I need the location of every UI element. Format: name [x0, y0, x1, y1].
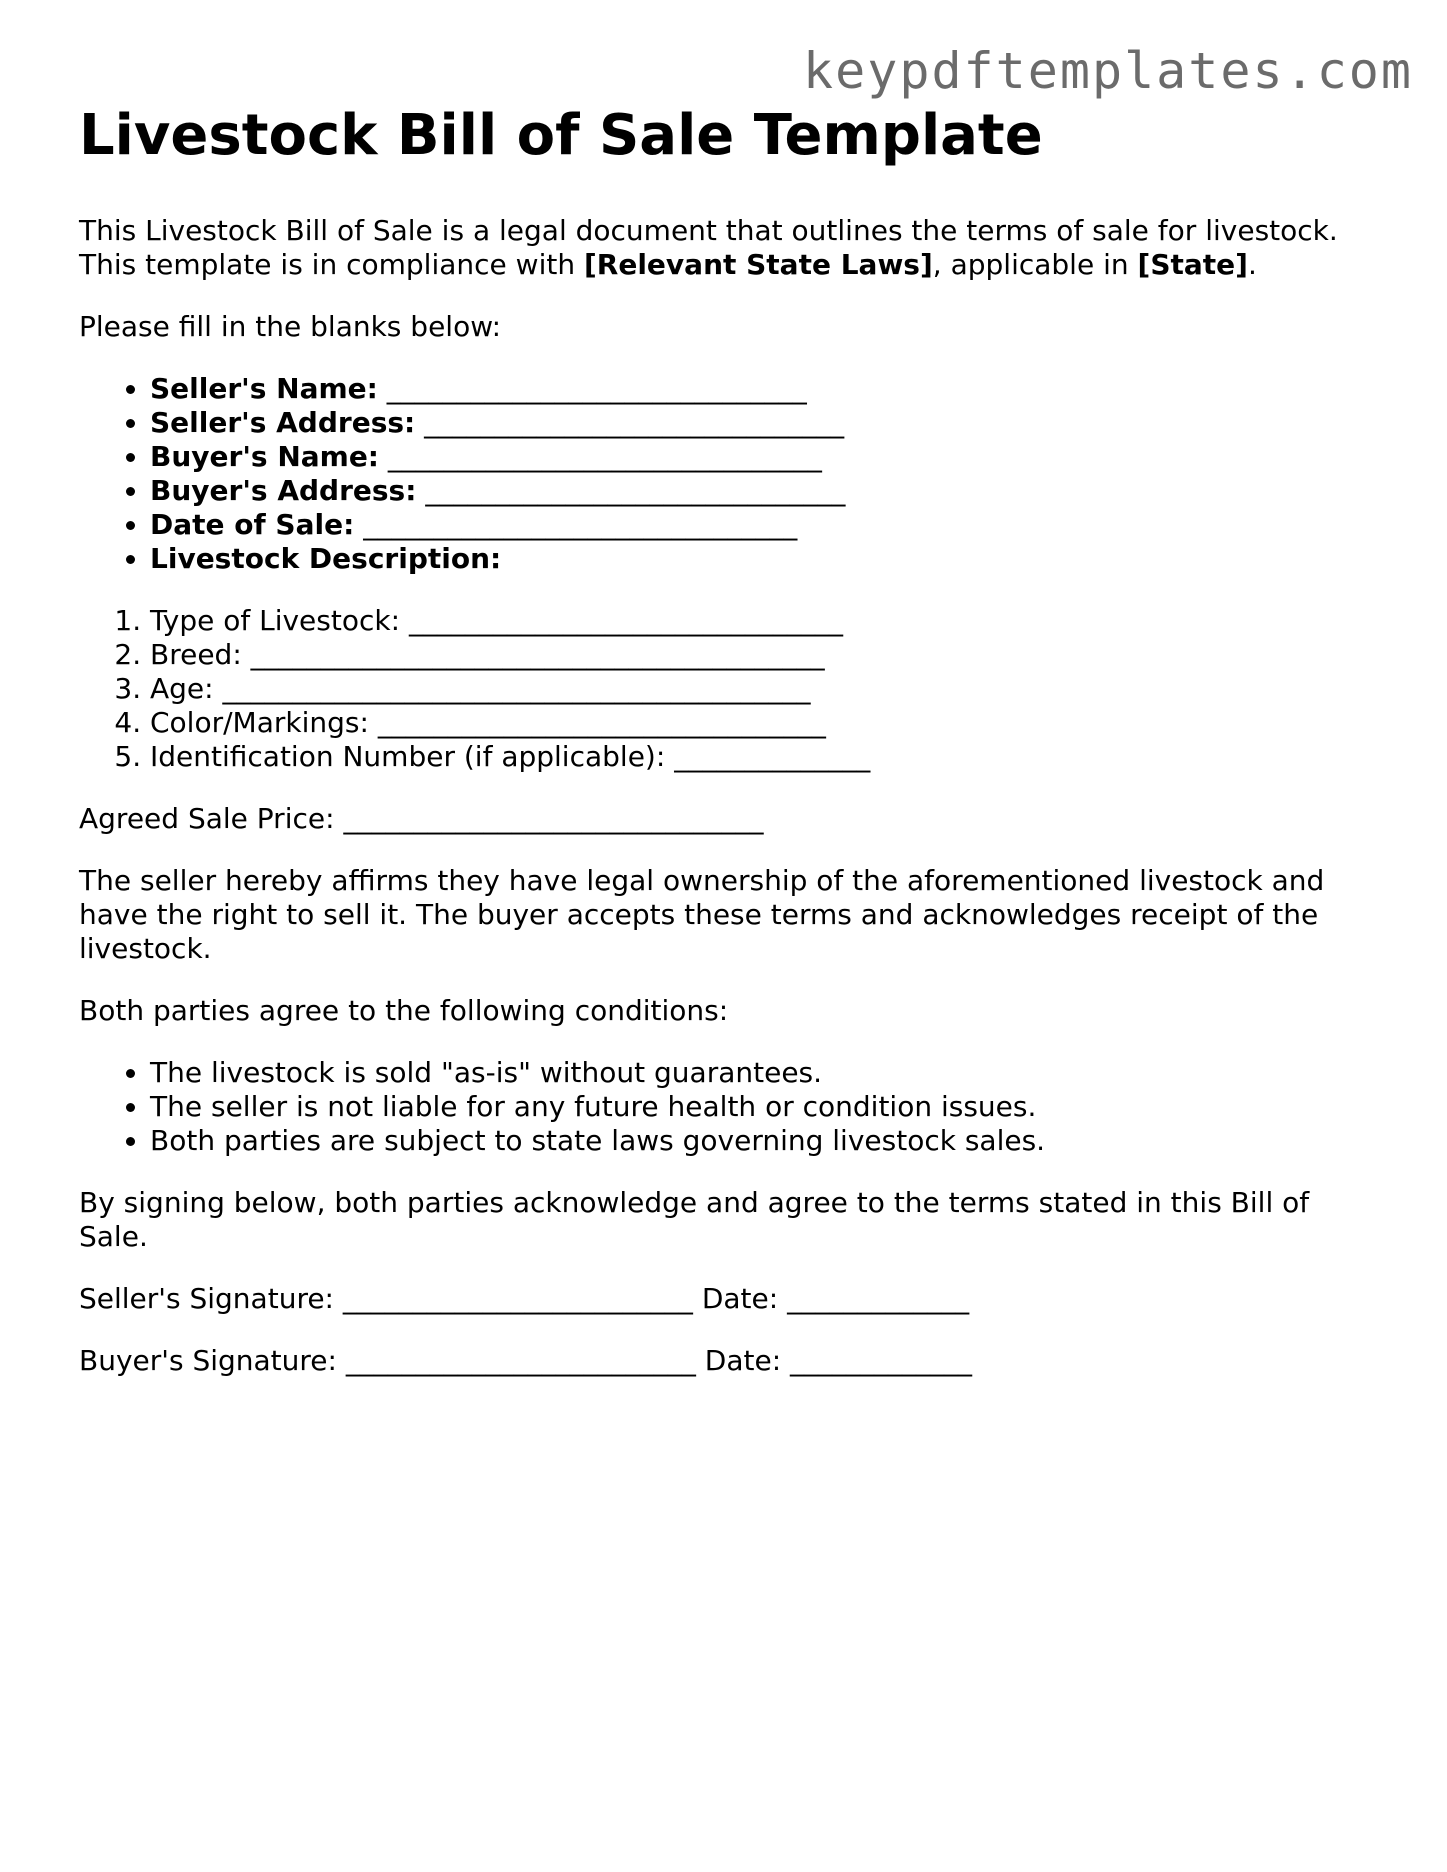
field-label: Buyer's Name: — [150, 440, 380, 473]
buyer-signature-line — [79, 1344, 1379, 1378]
list-item — [150, 372, 1379, 406]
conditions-intro: Both parties agree to the following conditions: — [79, 994, 729, 1027]
seller-signature-line — [79, 1282, 1379, 1316]
list-item — [150, 604, 1379, 638]
identification-number-blank[interactable]: ______________ — [674, 740, 871, 773]
field-label: Seller's Signature: — [79, 1282, 334, 1315]
list-item — [150, 474, 1379, 508]
field-label: Agreed Sale Price: — [79, 802, 335, 835]
buyer-signature-blank[interactable]: _________________________ — [345, 1344, 696, 1377]
buyer-address-blank[interactable]: ______________________________ — [425, 474, 846, 507]
field-label: Livestock Description: — [150, 542, 502, 575]
intro-line-2-end: . — [1247, 248, 1257, 281]
intro-line-2-middle: , applicable in — [932, 248, 1138, 281]
intro-line-1: This Livestock Bill of Sale is a legal document that outlines the terms of sale for livestock. — [79, 214, 1338, 247]
field-label: Date of Sale: — [150, 508, 355, 541]
closing-paragraph: By signing below, both parties acknowledge and agree to the terms stated in this Bill of Sale. — [79, 1186, 1310, 1253]
list-item — [150, 508, 1379, 542]
field-label: Identification Number (if applicable): — [150, 740, 666, 773]
field-label: Color/Markings: — [150, 706, 369, 739]
field-label: Buyer's Address: — [150, 474, 417, 507]
field-label: Date: — [701, 1282, 779, 1315]
list-item — [150, 672, 1379, 706]
intro-paragraph — [79, 214, 1379, 282]
seller-signature-blank[interactable]: _________________________ — [342, 1282, 693, 1315]
livestock-description-list — [79, 604, 1379, 774]
seller-address-blank[interactable]: ______________________________ — [424, 406, 845, 439]
seller-date-blank[interactable]: _____________ — [787, 1282, 970, 1315]
conditions-list — [79, 1056, 1379, 1158]
list-item — [150, 406, 1379, 440]
watermark: keypdftemplates.com — [803, 42, 1413, 100]
sale-price-line — [79, 802, 1379, 836]
list-item — [150, 542, 1379, 576]
document-body — [79, 100, 1379, 1406]
buyer-date-blank[interactable]: _____________ — [790, 1344, 973, 1377]
date-of-sale-blank[interactable]: _______________________________ — [363, 508, 798, 541]
breed-blank[interactable]: _________________________________________ — [250, 638, 825, 671]
affirmation-paragraph: The seller hereby affirms they have legal ownership of the aforementioned livestock and have the right to sell it. The buyer accepts these terms and acknowledges receipt of the livestock. — [79, 864, 1325, 965]
seller-name-blank[interactable]: ______________________________ — [386, 372, 807, 405]
state-placeholder: [State] — [1137, 248, 1248, 281]
field-label: Date: — [704, 1344, 782, 1377]
field-label: Breed: — [150, 638, 242, 671]
field-label: Seller's Address: — [150, 406, 416, 439]
page-title: Livestock Bill of Sale Template — [79, 103, 1043, 168]
party-fields-list — [79, 372, 1379, 576]
fill-prompt: Please fill in the blanks below: — [79, 310, 502, 343]
field-label: Age: — [150, 672, 214, 705]
list-item — [150, 706, 1379, 740]
field-label: Seller's Name: — [150, 372, 378, 405]
list-item — [150, 440, 1379, 474]
list-item: • Both parties are subject to state laws governing livestock sales. — [150, 1124, 1379, 1158]
list-item: • The seller is not liable for any future health or condition issues. — [150, 1090, 1379, 1124]
list-item — [150, 638, 1379, 672]
field-label: Type of Livestock: — [150, 604, 401, 637]
relevant-state-laws: [Relevant State Laws] — [583, 248, 933, 281]
type-of-livestock-blank[interactable]: _______________________________ — [408, 604, 843, 637]
list-item — [150, 740, 1379, 774]
field-label: Buyer's Signature: — [79, 1344, 337, 1377]
buyer-name-blank[interactable]: _______________________________ — [387, 440, 822, 473]
sale-price-blank[interactable]: ______________________________ — [343, 802, 764, 835]
list-item: • The livestock is sold "as-is" without guarantees. — [150, 1056, 1379, 1090]
age-blank[interactable]: __________________________________________ — [222, 672, 811, 705]
intro-line-2-start: This template is in compliance with — [79, 248, 584, 281]
color-markings-blank[interactable]: ________________________________ — [377, 706, 826, 739]
